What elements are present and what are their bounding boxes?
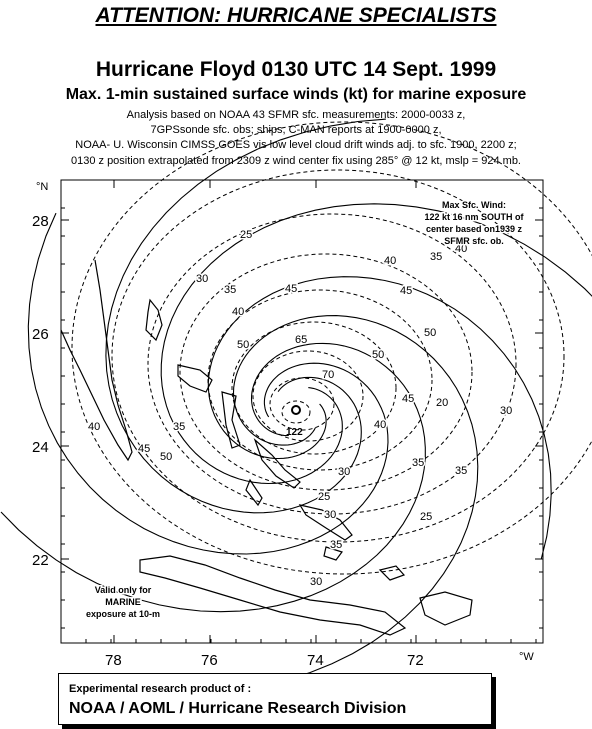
contour-label: 30: [310, 576, 323, 588]
storm-center-marker: [292, 406, 300, 414]
isotach-contour: [72, 122, 592, 574]
map-annotations: [86, 200, 525, 619]
contour-label: 70: [322, 369, 335, 381]
dashed-contours: [72, 122, 592, 574]
analysis-note-4: 0130 z position extrapolated from 2309 z wind center fix using 285° @ 12 kt, mslp = 924 mb.: [70, 155, 521, 167]
streamline: [1, 343, 425, 611]
max-wind-note-line: SFMR sfc. ob.: [444, 236, 504, 246]
coastline: [146, 300, 162, 340]
contour-label: 20: [436, 397, 449, 409]
contour-label: 50: [424, 327, 437, 339]
max-wind-note-line: 122 kt 16 nm SOUTH of: [424, 212, 524, 222]
lon-tick-label: 78: [105, 652, 122, 669]
contour-label: 45: [400, 285, 413, 297]
valid-note-line: MARINE: [105, 597, 141, 607]
analysis-note-3: NOAA- U. Wisconsin CIMSS GOES vis low level cloud drift winds adj. to sfc. 1900, 2200 z;: [75, 139, 517, 151]
coastlines: [61, 260, 472, 635]
contour-label: 40: [455, 243, 468, 255]
lat-unit-label: °N: [36, 181, 49, 193]
contour-label: 45: [138, 443, 151, 455]
isotach-contour: [282, 401, 310, 423]
lat-tick-label: 28: [32, 213, 49, 230]
max-wind-note-line: Max Sfc. Wind:: [442, 200, 506, 210]
analysis-note-2: 7GPSsonde sfc. obs; ships, C-MAN reports at 1900-0000 z,: [150, 124, 442, 136]
isotach-contour: [270, 378, 334, 430]
contour-label: 50: [160, 451, 173, 463]
contour-label: 45: [285, 283, 298, 295]
contour-label: 35: [330, 539, 343, 551]
footer-line-1: Experimental research product of :: [69, 683, 252, 695]
map-border: [61, 180, 543, 643]
lat-tick-label: 24: [32, 439, 49, 456]
contour-label: 50: [237, 339, 250, 351]
contour-label: 25: [318, 491, 331, 503]
lon-unit-label: °W: [519, 651, 534, 663]
attention-heading: ATTENTION: HURRICANE SPECIALISTS: [95, 4, 497, 27]
contour-label: 35: [430, 251, 443, 263]
isotach-contour: [253, 351, 363, 441]
coastline: [140, 556, 405, 635]
contour-label: 40: [88, 421, 101, 433]
contour-label: 40: [384, 255, 397, 267]
contour-label: 40: [374, 419, 387, 431]
lat-tick-label: 26: [32, 326, 49, 343]
map-frame: [61, 180, 543, 643]
map-subtitle: Max. 1-min sustained surface winds (kt) for marine exposure: [65, 86, 527, 103]
contour-label: 65: [295, 334, 308, 346]
contour-label: 30: [324, 509, 337, 521]
footer-box: [58, 673, 492, 725]
coastline: [178, 365, 212, 392]
lon-tick-label: 76: [201, 652, 218, 669]
map-title: Hurricane Floyd 0130 UTC 14 Sept. 1999: [95, 58, 497, 81]
analysis-note-1: Analysis based on NOAA 43 SFMR sfc. measurements: 2000-0033 z,: [126, 109, 466, 121]
streamline: [161, 204, 592, 484]
contour-label: 30: [500, 405, 513, 417]
contour-label: 45: [402, 393, 415, 405]
coastline: [246, 480, 262, 505]
contour-label: 35: [412, 457, 425, 469]
coastline: [380, 566, 404, 580]
max-wind-note-line: center based on1939 z: [425, 224, 523, 234]
contour-label: 50: [372, 349, 385, 361]
valid-note-line: exposure at 10-m: [85, 609, 161, 619]
contour-label: 35: [173, 421, 186, 433]
footer-line-2: NOAA / AOML / Hurricane Research Division: [69, 700, 407, 717]
contour-label: 25: [240, 229, 253, 241]
streamline: [234, 316, 478, 686]
lat-tick-label: 22: [32, 552, 49, 569]
contour-label: 35: [455, 465, 468, 477]
lon-tick-label: 74: [307, 652, 324, 669]
center-max-value: 122: [286, 427, 303, 438]
contour-label: 40: [232, 306, 245, 318]
lon-tick-label: 72: [407, 652, 424, 669]
coastline: [420, 592, 472, 625]
contour-label: 30: [338, 466, 351, 478]
contour-label: 25: [420, 511, 433, 523]
contour-label: 30: [196, 273, 209, 285]
contour-label: 35: [224, 284, 237, 296]
valid-note-line: Valid only for: [94, 585, 152, 595]
